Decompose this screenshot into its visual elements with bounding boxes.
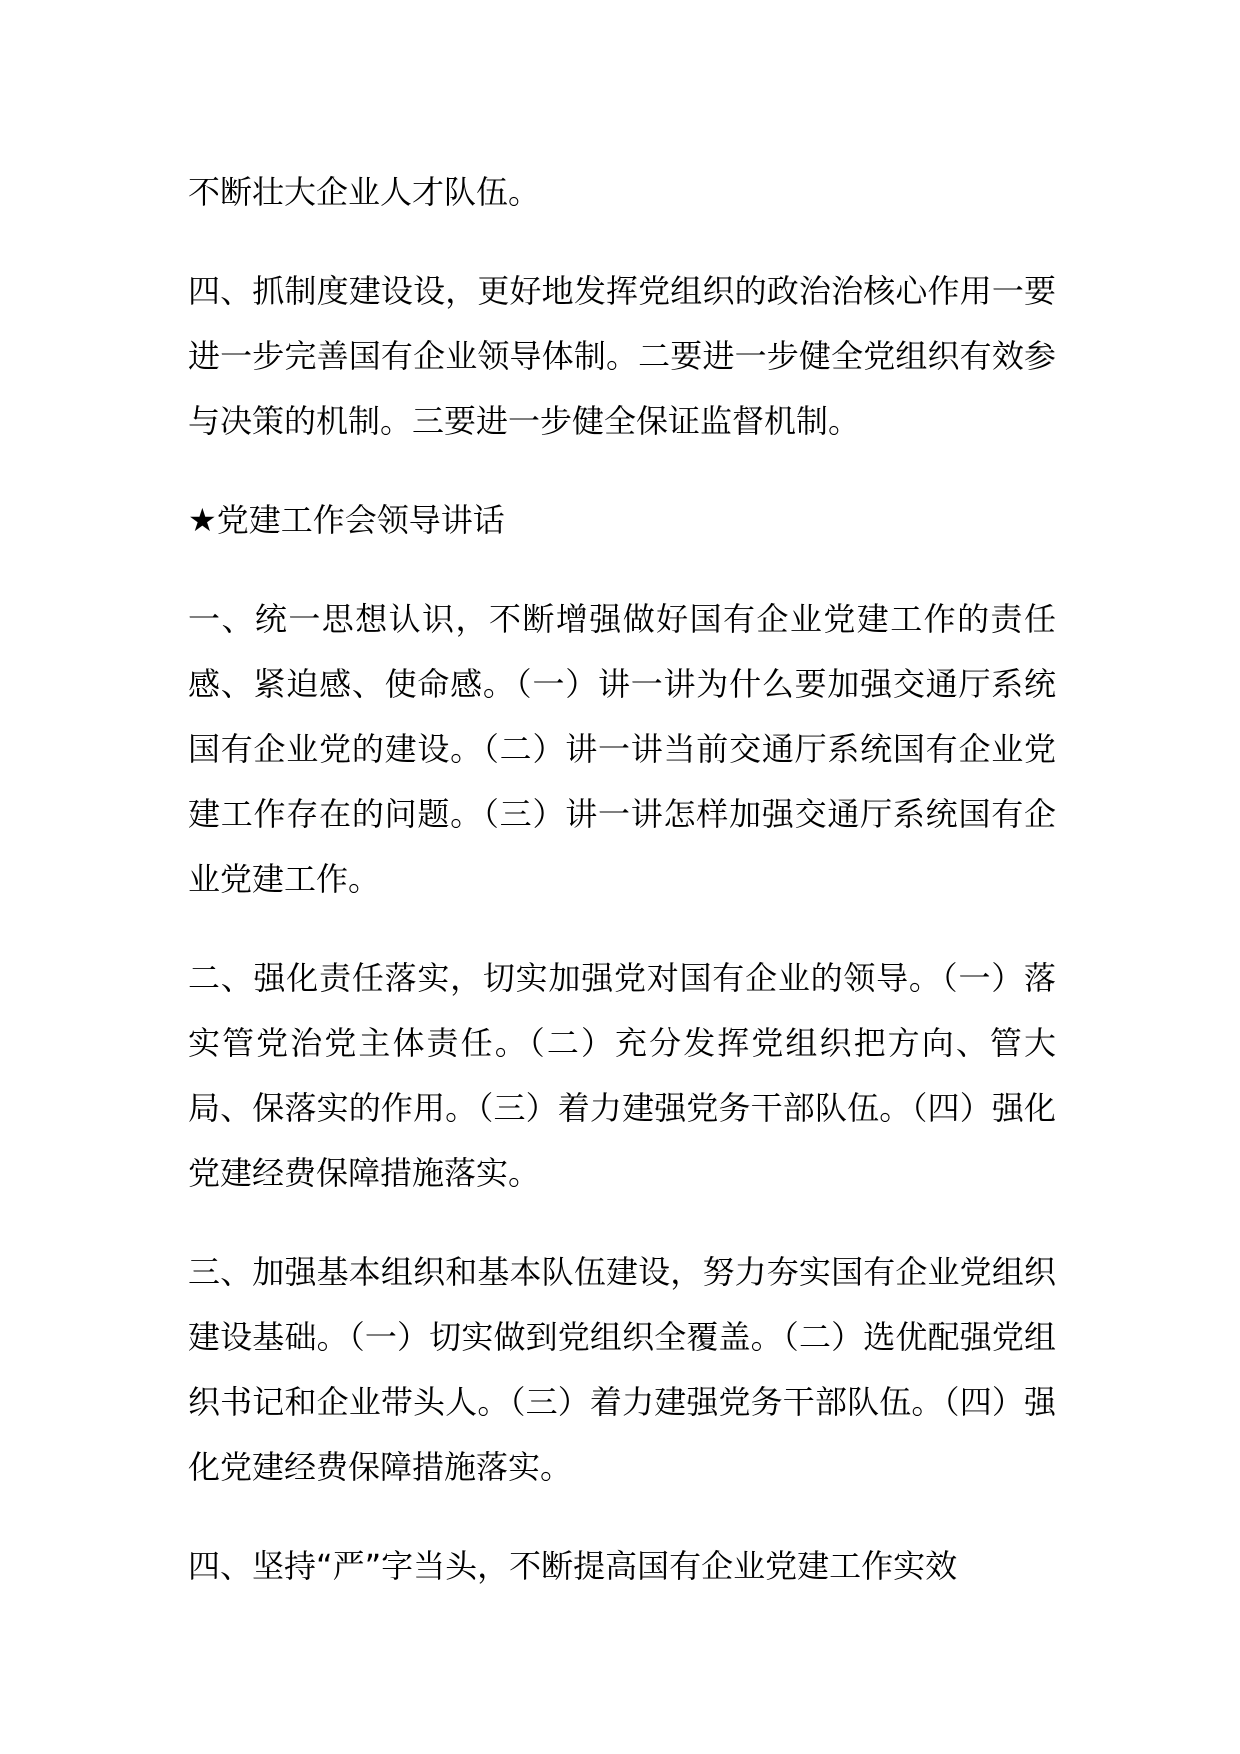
paragraph-talent-team: 不断壮大企业人才队伍。 [188,173,541,211]
paragraph-strengthen-responsibility: 二、强化责任落实，切实加强党对国有企业的领导。（一）落实管党治党主体责任。（二）充分发挥党组织把方向、管大局、保落实的作用。（三）着力建强党务干部队伍。（四）强化党建经费保障措施落实。 [188,959,1056,1192]
paragraph-unify-thinking: 一、统一思想认识，不断增强做好国有企业党建工作的责任感、紧迫感、使命感。（一）讲一讲为什么要加强交通厅系统国有企业党的建设。（二）讲一讲当前交通厅系统国有企业党建工作存在的问题。（三）讲一讲怎样加强交通厅系统国有企业党建工作。 [188,600,1056,898]
document-body [188,160,1056,1633]
paragraph-system-building: 四、抓制度建设设，更好地发挥党组织的政治治核心作用一要进一步完善国有企业领导体制。二要进一步健全党组织有效参与决策的机制。三要进一步健全保证监督机制。 [188,272,1056,440]
section-heading-party-meeting-speech: ★党建工作会领导讲话 [188,501,505,539]
paragraph-strict-principle: 四、坚持“严”字当头，不断提高国有企业党建工作实效 [188,1547,958,1585]
paragraph-basic-organization: 三、加强基本组织和基本队伍建设，努力夯实国有企业党组织建设基础。（一）切实做到党组织全覆盖。（二）选优配强党组织书记和企业带头人。（三）着力建强党务干部队伍。（四）强化党建经费保障措施落实。 [188,1253,1056,1486]
